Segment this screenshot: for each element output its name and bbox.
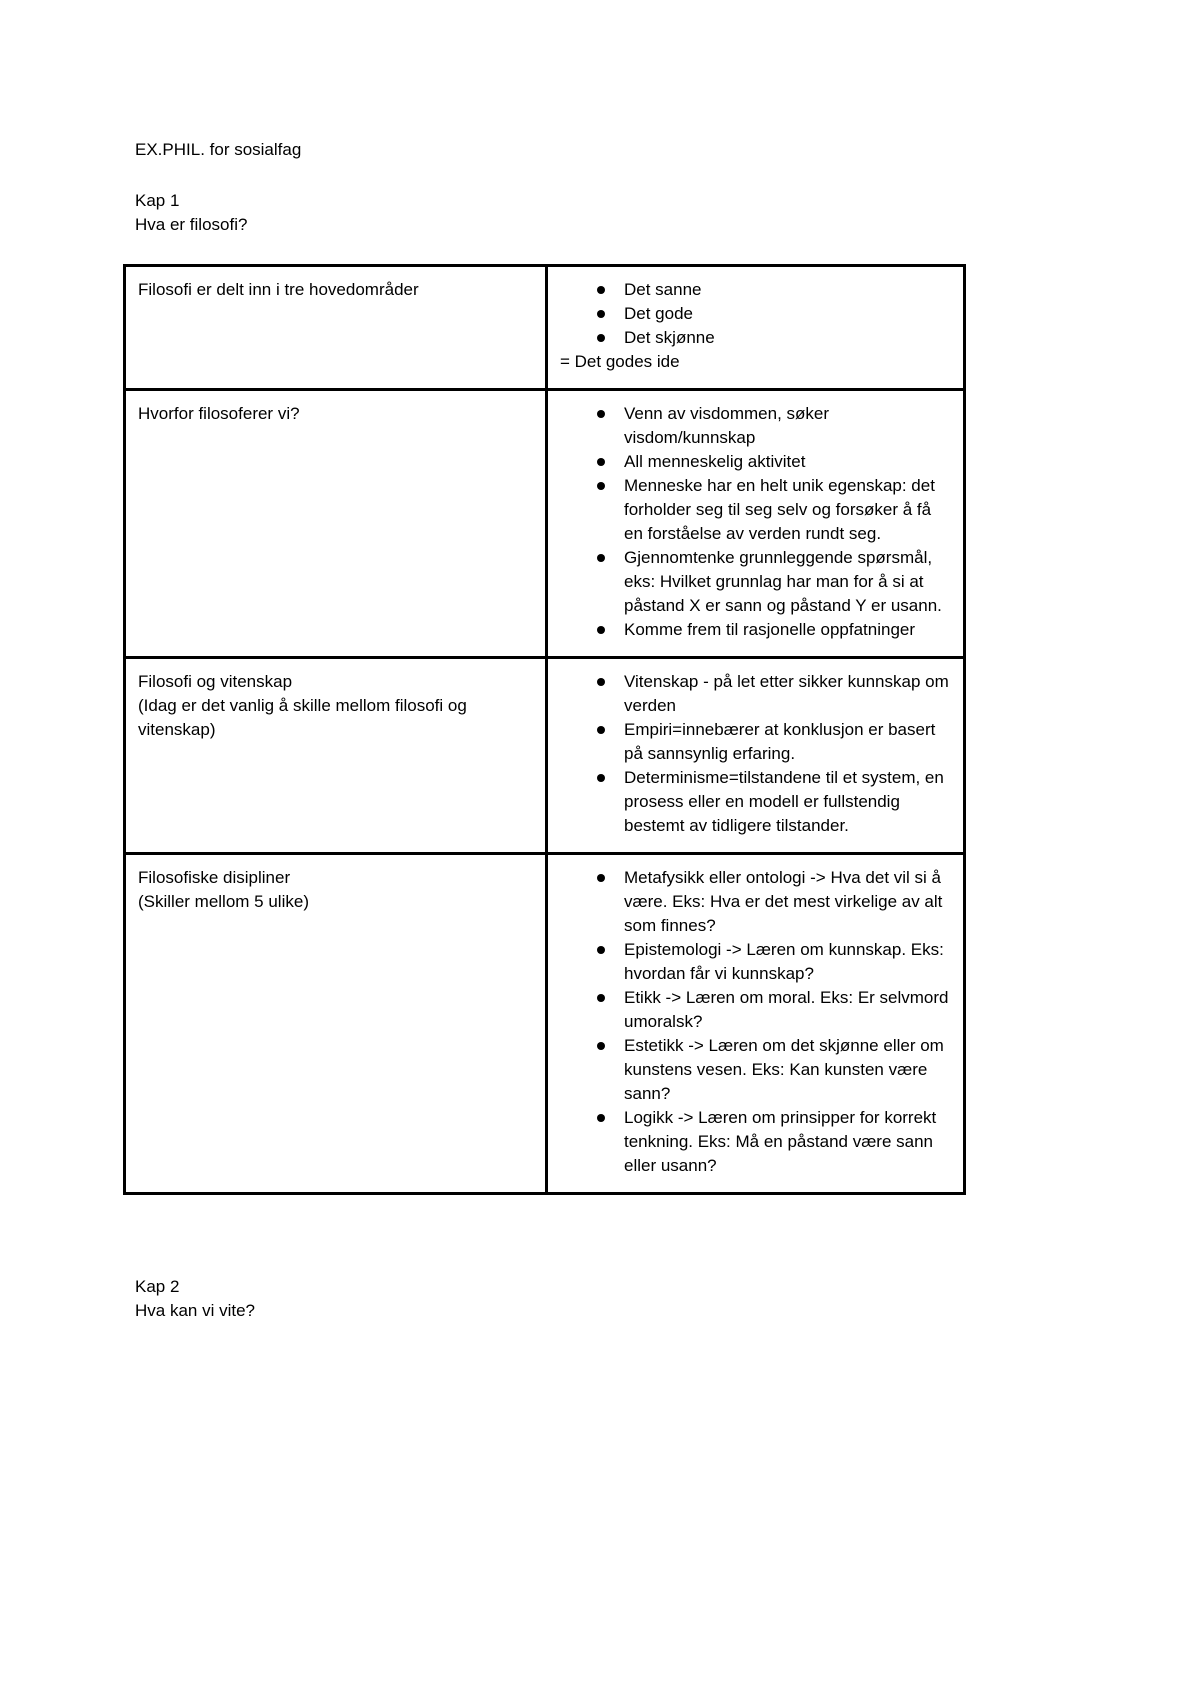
topic-line: Hvorfor filosoferer vi? bbox=[138, 404, 300, 423]
detail-item: Empiri=innebærer at konklusjon er basert på sannsynlig erfaring. bbox=[624, 718, 951, 766]
chapter1-question: Hva er filosofi? bbox=[135, 215, 248, 234]
notes-table bbox=[123, 264, 966, 1195]
table-row bbox=[125, 658, 965, 854]
detail-item: Det gode bbox=[624, 302, 951, 326]
topic-line: Filosofi og vitenskap bbox=[138, 672, 293, 691]
chapter2-heading bbox=[123, 1275, 963, 1323]
detail-item: Vitenskap - på let etter sikker kunnskap om verden bbox=[624, 670, 951, 718]
document-heading bbox=[123, 138, 963, 237]
detail-item: Estetikk -> Læren om det skjønne eller om kunstens vesen. Eks: Kan kunsten være sann? bbox=[624, 1034, 951, 1106]
chapter2-label: Kap 2 bbox=[135, 1277, 180, 1296]
chapter1-label: Kap 1 bbox=[135, 191, 180, 210]
detail-list bbox=[560, 278, 951, 350]
detail-list bbox=[560, 866, 951, 1178]
detail-item: Venn av visdommen, søker visdom/kunnskap bbox=[624, 402, 951, 450]
topic-cell bbox=[125, 854, 547, 1194]
detail-item: Gjennomtenke grunnleggende spørsmål, eks: Hvilket grunnlag har man for å si at påstand X er sann og påstand Y er usann. bbox=[624, 546, 951, 618]
chapter2-question: Hva kan vi vite? bbox=[135, 1301, 255, 1320]
table-row bbox=[125, 390, 965, 658]
detail-item: All menneskelig aktivitet bbox=[624, 450, 951, 474]
detail-item: Menneske har en helt unik egenskap: det forholder seg til seg selv og forsøker å få en forståelse av verden rundt seg. bbox=[624, 474, 951, 546]
topic-line: Filosofi er delt inn i tre hovedområder bbox=[138, 280, 419, 299]
detail-item: Epistemologi -> Læren om kunnskap. Eks: hvordan får vi kunnskap? bbox=[624, 938, 951, 986]
detail-item: Metafysikk eller ontologi -> Hva det vil si å være. Eks: Hva er det mest virkelige av alt som finnes? bbox=[624, 866, 951, 938]
topic-line: (Skiller mellom 5 ulike) bbox=[138, 892, 309, 911]
notes-table-body bbox=[125, 266, 965, 1194]
detail-item: Etikk -> Læren om moral. Eks: Er selvmord umoralsk? bbox=[624, 986, 951, 1034]
detail-cell bbox=[547, 658, 965, 854]
detail-list bbox=[560, 670, 951, 838]
detail-item: Det sanne bbox=[624, 278, 951, 302]
detail-footer: = Det godes ide bbox=[560, 352, 680, 371]
detail-item: Komme frem til rasjonelle oppfatninger bbox=[624, 618, 951, 642]
topic-cell bbox=[125, 390, 547, 658]
detail-cell bbox=[547, 266, 965, 390]
detail-list bbox=[560, 402, 951, 642]
topic-line: (Idag er det vanlig å skille mellom filosofi og vitenskap) bbox=[138, 696, 467, 739]
document-title: EX.PHIL. for sosialfag bbox=[135, 140, 302, 159]
detail-item: Det skjønne bbox=[624, 326, 951, 350]
topic-line: Filosofiske disipliner bbox=[138, 868, 291, 887]
detail-cell bbox=[547, 390, 965, 658]
topic-cell bbox=[125, 266, 547, 390]
detail-item: Logikk -> Læren om prinsipper for korrekt tenkning. Eks: Må en påstand være sann eller usann? bbox=[624, 1106, 951, 1178]
table-row bbox=[125, 854, 965, 1194]
table-row bbox=[125, 266, 965, 390]
detail-item: Determinisme=tilstandene til et system, en prosess eller en modell er fullstendig bestemt av tidligere tilstander. bbox=[624, 766, 951, 838]
topic-cell bbox=[125, 658, 547, 854]
detail-cell bbox=[547, 854, 965, 1194]
